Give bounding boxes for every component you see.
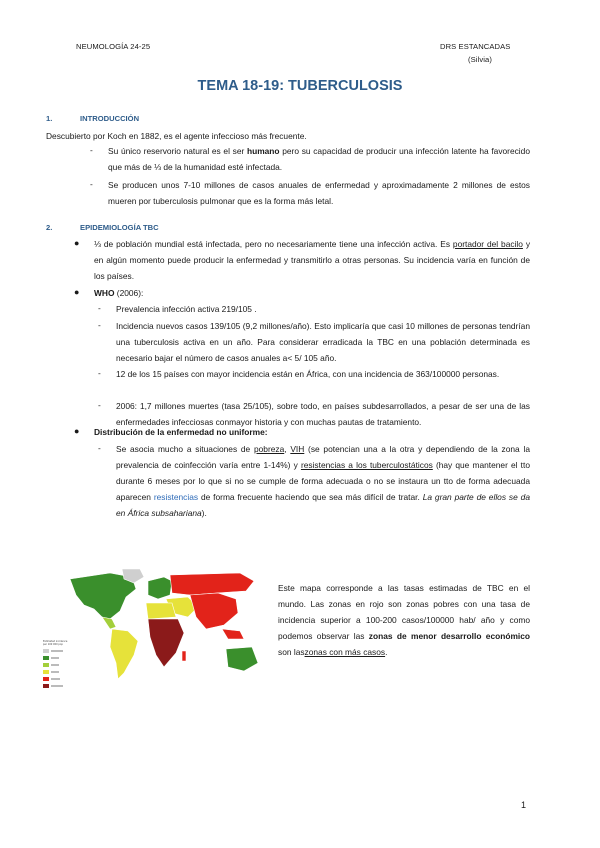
page-number: 1 bbox=[520, 800, 526, 810]
region-sub-saharan-africa bbox=[148, 619, 184, 667]
bullet-marker: ● bbox=[74, 238, 80, 248]
section-number: 1. bbox=[46, 114, 53, 123]
map-caption: Este mapa corresponde a las tasas estimadas de TBC en el mundo. Las zonas en rojo son zonas pobres con una tasa de incidencia superior a 100-200 casos/100000 hab/ año y como podemos observar las zonas de menor desarrollo económico son laszonas con más casos. bbox=[278, 583, 530, 657]
region-south-america bbox=[110, 629, 138, 679]
section-heading-epidemiology bbox=[46, 223, 159, 232]
dash-marker: - bbox=[98, 303, 101, 313]
who-africa: 12 de los 15 países con mayor incidencia están en África, con una incidencia de 363/100000 personas. bbox=[116, 369, 500, 379]
header-course: NEUMOLOGÍA 24-25 bbox=[76, 42, 151, 51]
dash-marker: - bbox=[98, 320, 101, 330]
dash-marker: - bbox=[98, 400, 101, 410]
epi-item-distribution: Distribución de la enfermedad no uniforme: bbox=[94, 427, 268, 437]
section-heading-intro bbox=[46, 114, 139, 123]
region-australia bbox=[226, 647, 258, 671]
dash-marker: - bbox=[98, 443, 101, 453]
map-legend-title-2: per 100 000 pop bbox=[43, 643, 63, 646]
region-madagascar bbox=[182, 651, 186, 661]
region-north-africa bbox=[146, 603, 176, 619]
section-title: EPIDEMIOLOGÍA TBC bbox=[80, 223, 159, 232]
epi-item-infected: ⅓ de población mundial está infectada, pero no necesariamente tiene una infección activa. Es portador del bacilo y en algún momento puede producir la enfermedad y transmitirlo a otras personas. Su incidencia varía en función de los países. bbox=[94, 239, 531, 281]
intro-item-reservoir: Su único reservorio natural es el ser humano pero su capacidad de producir una infección latente ha favorecido que más de ⅓ de la humanidad esté infectada. bbox=[108, 146, 530, 172]
dash-marker: - bbox=[90, 145, 93, 155]
legend-swatch-mid2 bbox=[43, 670, 49, 674]
region-south-east-asia bbox=[190, 593, 238, 629]
region-europe bbox=[148, 577, 172, 599]
distribution-detail: Se asocia mucho a situaciones de pobreza, VIH (se potencian una a la otra y dependiendo de la zona la prevalencia de coinfección varía entre 1-14%) y resistencias a los tuberculostáticos (hay que mantener el tto durante 6 meses por lo que si no se cumple de forma adecuada o no se instaura un tto de forma adecuada aparecen resistencias de forma frecuente haciendo que sea más difícil de tratar. La gran parte de ellos se da en África subsahariana). bbox=[116, 444, 530, 518]
legend-swatch-high bbox=[43, 677, 49, 681]
bullet-marker: ● bbox=[74, 287, 80, 297]
section-title: INTRODUCCIÓN bbox=[80, 114, 140, 123]
region-central-america bbox=[102, 617, 116, 629]
dash-marker: - bbox=[98, 368, 101, 378]
intro-paragraph: Descubierto por Koch en 1882, es el agente infeccioso más frecuente. bbox=[46, 131, 307, 141]
who-deaths: 2006: 1,7 millones muertes (tasa 25/105), sobre todo, en países subdesarrollados, a pesar de ser una de las enfermedades infecciosas conmayor historia y con muchas pautas de tratamiento. bbox=[116, 401, 530, 427]
dash-marker: - bbox=[90, 179, 93, 189]
region-southeast-asia-islands bbox=[222, 629, 244, 639]
intro-item-cases: Se producen unos 7-10 millones de casos anuales de enfermedad y aproximadamente 2 millones de estos mueren por tuberculosis pulmonar que es la forma más letal. bbox=[108, 180, 530, 206]
header-authors: DRS ESTANCADAS bbox=[440, 42, 511, 51]
header-author-sub: (Silvia) bbox=[468, 55, 493, 64]
page-title: TEMA 18-19: TUBERCULOSIS bbox=[197, 78, 403, 94]
legend-swatch-very-high bbox=[43, 684, 49, 688]
bullet-marker: ● bbox=[74, 426, 80, 436]
who-incidence: Incidencia nuevos casos 139/105 (9,2 millones/año). Esto implicaría que casi 10 millones de personas tendrían una tuberculosis activa en un año. Para considerar erradicada la TBC en una población determinada es necesario bajar el número de casos anuales a< 5/ 105 año. bbox=[116, 321, 530, 363]
section-number: 2. bbox=[46, 223, 53, 232]
epi-item-who: WHO (2006): bbox=[94, 288, 144, 298]
legend-swatch-none bbox=[43, 649, 49, 653]
legend-swatch-low bbox=[43, 656, 49, 660]
map-legend-title: Estimated incidence bbox=[43, 640, 68, 643]
legend-swatch-mid bbox=[43, 663, 49, 667]
region-russia bbox=[170, 573, 254, 595]
who-prevalence: Prevalencia infección activa 219/105 . bbox=[116, 304, 257, 314]
tb-incidence-world-map bbox=[40, 567, 272, 692]
